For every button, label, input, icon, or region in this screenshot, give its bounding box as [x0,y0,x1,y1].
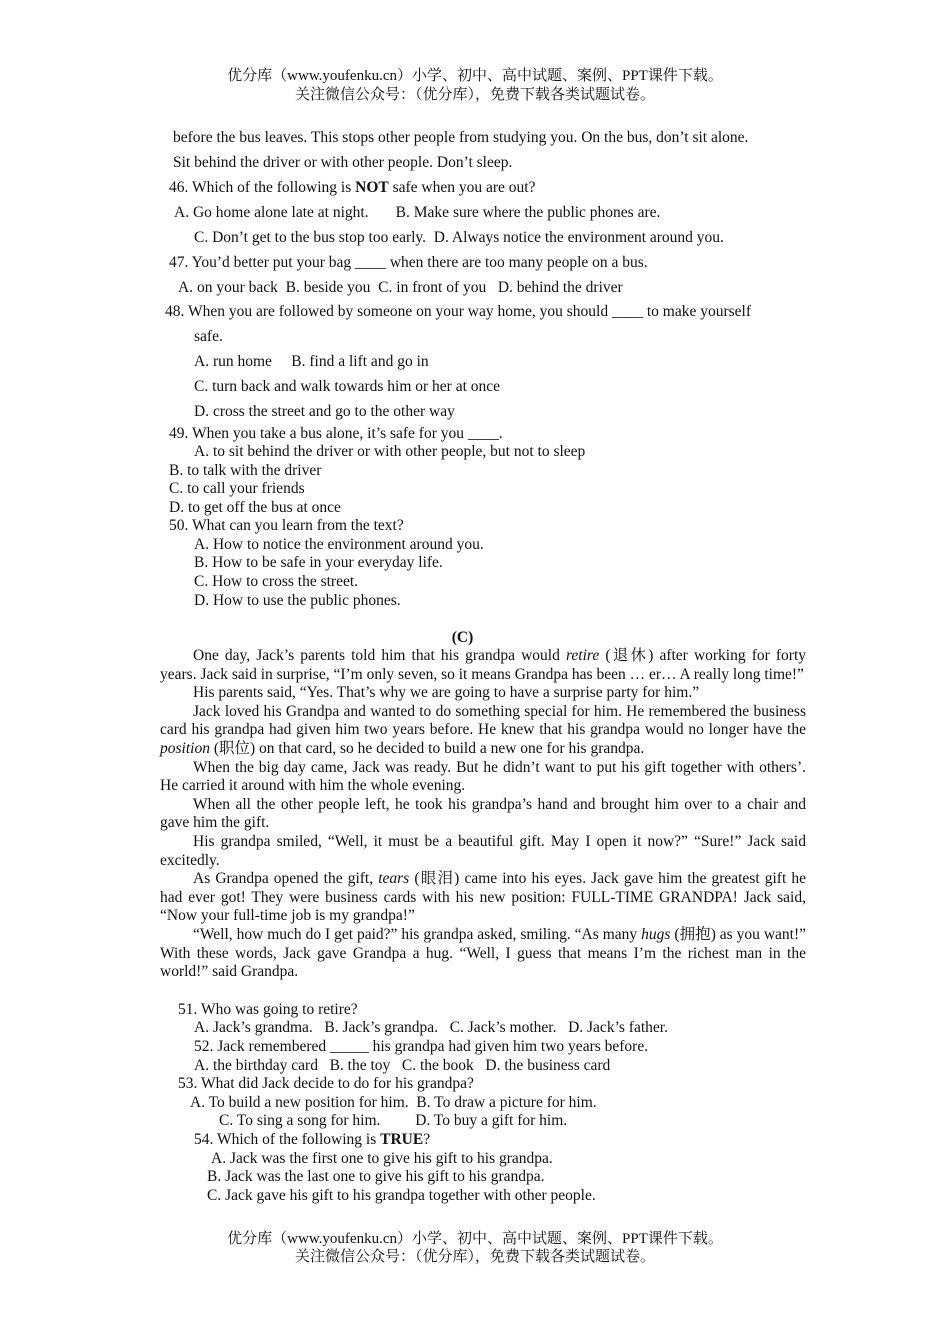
q51-stem: 51. Who was going to retire? [178,1001,358,1018]
passage-c-paragraph-4: When the big day came, Jack was ready. But he didn’t want to put his gift together with others’. He carried it around with him the whole evening. [160,758,806,795]
passage-b-line-1: before the bus leaves. This stops other people from studying you. On the bus, don’t sit alone. [173,129,749,146]
q53-options-row-2: C. To sing a song for him. D. To buy a gift for him. [219,1112,568,1129]
section-c-passage [160,647,806,982]
q49-option-c: C. to call your friends [169,480,305,497]
q54-option-c: C. Jack gave his gift to his grandpa together with other people. [207,1187,596,1204]
footer-line-1: 优分库（www.youfenku.cn）小学、初中、高中试题、案例、PPT课件下载。 [227,1231,723,1247]
passage-b-line-2: Sit behind the driver or with other people. Don’t sleep. [173,154,513,171]
footer-line-2: 关注微信公众号：（优分库），免费下载各类试题试卷。 [294,1249,655,1265]
passage-c-paragraph-5: When all the other people left, he took his grandpa’s hand and brought him over to a chair and gave him the gift. [160,795,806,832]
q50-option-d: D. How to use the public phones. [194,592,401,609]
q49-option-a: A. to sit behind the driver or with other people, but not to sleep [194,443,586,460]
passage-c-paragraph-6: His grandpa smiled, “Well, it must be a beautiful gift. May I open it now?” “Sure!” Jack said excitedly. [160,832,806,869]
q48-stem-line-2: safe. [194,328,223,345]
q49-option-d: D. to get off the bus at once [169,499,341,516]
q46-options-row-1: A. Go home alone late at night. B. Make sure where the public phones are. [174,204,661,221]
q50-option-a: A. How to notice the environment around you. [194,536,484,553]
q50-option-c: C. How to cross the street. [194,573,359,590]
q49-option-b: B. to talk with the driver [169,462,322,479]
q50-stem: 50. What can you learn from the text? [169,517,404,534]
q53-stem: 53. What did Jack decide to do for his grandpa? [178,1075,474,1092]
passage-c-paragraph-1: One day, Jack’s parents told him that his grandpa would retire (退休) after working for forty years. Jack said in surprise, “I’m only seven, so it means Grandpa has been … er… A really long time!” [160,647,807,683]
q52-stem: 52. Jack remembered _____ his grandpa had given him two years before. [194,1038,649,1055]
q48-options-a-b: A. run home B. find a lift and go in [194,353,429,370]
q48-option-d: D. cross the street and go to the other way [194,403,455,420]
passage-c-paragraph-2: His parents said, “Yes. That’s why we are going to have a surprise party for him.” [193,684,700,702]
passage-c-paragraph-3: Jack loved his Grandpa and wanted to do something special for him. He remembered the business card his grandpa had given him two years before. He knew that his grandpa would no longer have the position (职位) on that card, so he decided to build a new one for his grandpa. [160,702,806,757]
q46-stem: 46. Which of the following is NOT safe when you are out? [169,179,536,196]
section-c-title: (C) [451,629,474,646]
header-line-1: 优分库（www.youfenku.cn）小学、初中、高中试题、案例、PPT课件下载。 [227,68,723,84]
q49-stem: 49. When you take a bus alone, it’s safe for you ____. [169,425,503,442]
header-line-2: 关注微信公众号：（优分库），免费下载各类试题试卷。 [294,87,655,103]
q51-options: A. Jack’s grandma. B. Jack’s grandpa. C. Jack’s mother. D. Jack’s father. [194,1019,668,1036]
passage-c-paragraph-8: “Well, how much do I get paid?” his grandpa asked, smiling. “As many hugs (拥抱) as you want!” With these words, Jack gave Grandpa a hug. “Well, I guess that means I’m the richest man in the world!” said Grandpa. [160,925,806,981]
passage-c-paragraph-7: As Grandpa opened the gift, tears (眼泪) came into his eyes. Jack gave him the greatest gift he had ever got! They were business cards with his new position: FULL-TIME GRANDPA! Jack said, “Now your full-time job is my grandpa!” [160,870,806,925]
q52-options: A. the birthday card B. the toy C. the book D. the business card [194,1057,611,1074]
q46-options-row-2: C. Don’t get to the bus stop too early. D. Always notice the environment around you. [194,229,724,246]
q54-option-b: B. Jack was the last one to give his gift to his grandpa. [207,1168,545,1185]
q48-option-c: C. turn back and walk towards him or her at once [194,378,501,395]
q50-option-b: B. How to be safe in your everyday life. [194,554,443,571]
q48-stem-line-1: 48. When you are followed by someone on your way home, you should ____ to make yourself [165,303,752,320]
q47-stem: 47. You’d better put your bag ____ when there are too many people on a bus. [169,254,648,271]
q53-options-row-1: A. To build a new position for him. B. To draw a picture for him. [190,1094,597,1111]
q47-options: A. on your back B. beside you C. in front of you D. behind the driver [178,279,623,296]
q54-option-a: A. Jack was the first one to give his gift to his grandpa. [211,1150,553,1167]
q54-stem: 54. Which of the following is TRUE? [194,1131,431,1148]
